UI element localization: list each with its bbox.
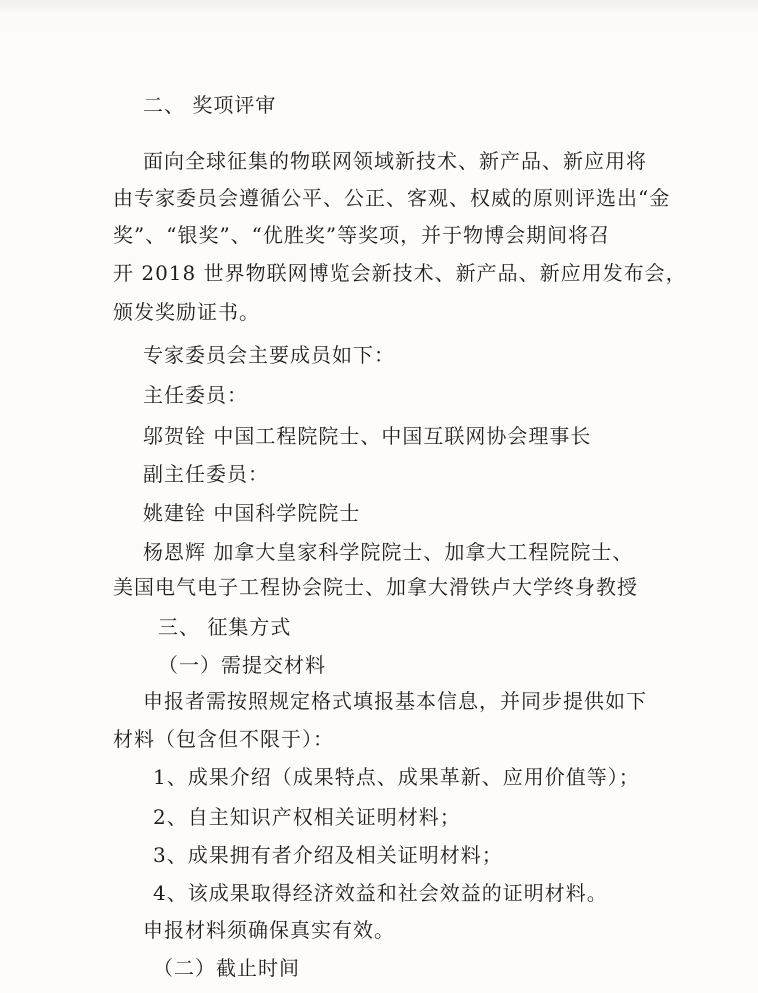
vice-director-entry-2-cont: 美国电气电子工程协会院士、加拿大滑铁卢大学终身教授 [113, 575, 638, 599]
paragraph-line-1: 面向全球征集的物联网领域新技术、新产品、新应用将 [143, 149, 647, 173]
section-2-heading: 二、 奖项评审 [143, 93, 277, 117]
vice-director-entry-2: 杨恩辉 加拿大皇家科学院院士、加拿大工程院院士、 [143, 540, 634, 564]
paragraph-line-2: 由专家委员会遵循公平、公正、客观、权威的原则评选出“金 [113, 186, 671, 210]
list-item: 1、成果介绍（成果特点、成果革新、应用价值等）； [153, 765, 640, 789]
paragraph-line-5: 颁发奖励证书。 [113, 300, 260, 324]
validity-note: 申报材料须确保真实有效。 [143, 918, 395, 942]
paragraph-line-3: 奖”、“银奖”、“优胜奖”等奖项，并于物博会期间将召 [113, 223, 611, 247]
intro-line-2: 材料（包含但不限于）： [113, 727, 334, 751]
list-item: 2、自主知识产权相关证明材料； [153, 805, 461, 829]
vice-director-entry-1: 姚建铨 中国科学院院士 [143, 501, 361, 525]
members-intro: 专家委员会主要成员如下： [143, 343, 395, 367]
section-3-heading: 三、 征集方式 [158, 615, 292, 639]
director-label: 主任委员： [143, 383, 248, 407]
list-item: 4、该成果取得经济效益和社会效益的证明材料。 [153, 881, 608, 905]
subsection-1-heading: （一）需提交材料 [158, 653, 326, 677]
paragraph-line-4: 开 2018 世界物联网博览会新技术、新产品、新应用发布会， [113, 261, 687, 285]
director-entry: 邬贺铨 中国工程院院士、中国互联网协会理事长 [143, 424, 592, 448]
list-item: 3、成果拥有者介绍及相关证明材料； [153, 843, 503, 867]
intro-line-1: 申报者需按照规定格式填报基本信息，并同步提供如下 [143, 689, 647, 713]
vice-director-label: 副主任委员： [143, 462, 269, 486]
subsection-2-heading: （二）截止时间 [153, 956, 300, 980]
